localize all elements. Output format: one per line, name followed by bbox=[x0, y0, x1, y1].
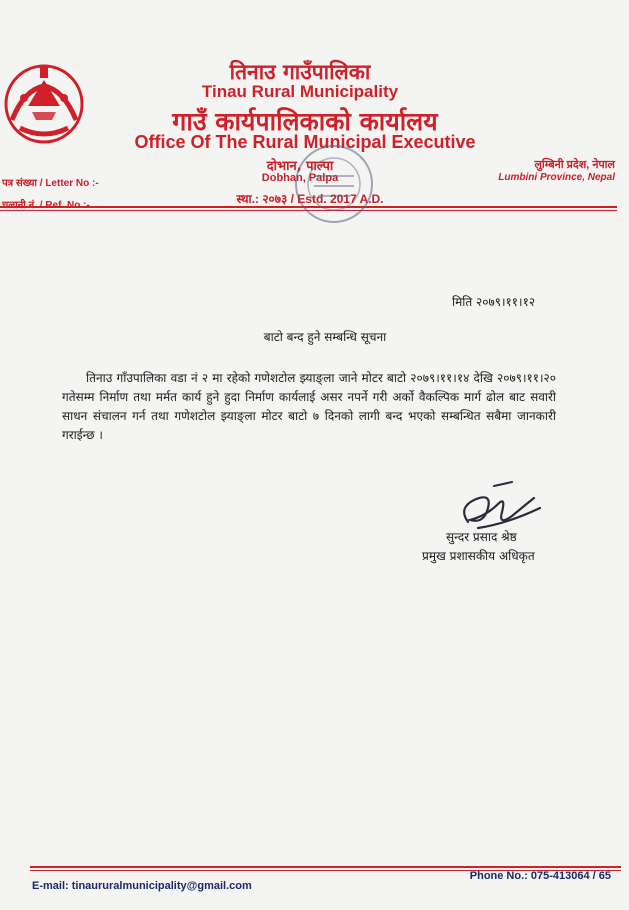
office-name-np: गाउँ कार्यपालिकाको कार्यालय bbox=[172, 107, 438, 136]
municipality-name-np: तिनाउ गाउँपालिका bbox=[229, 60, 371, 84]
office-name-en: Office Of The Rural Municipal Executive bbox=[134, 132, 476, 152]
province-np: लुम्बिनी प्रदेश, नेपाल bbox=[534, 159, 615, 171]
nepal-emblem-icon bbox=[2, 60, 86, 146]
address-np: दोभान, पाल्पा bbox=[266, 159, 334, 174]
address-en: Dobhan, Palpa bbox=[261, 172, 339, 184]
footer-email: E-mail: tinaururalmunicipality@gmail.com bbox=[32, 880, 252, 892]
footer-phone: Phone No.: 075-413064 / 65 bbox=[469, 870, 611, 882]
province-en: Lumbini Province, Nepal bbox=[498, 172, 615, 183]
office-stamp-icon bbox=[292, 142, 376, 226]
letter-body: तिनाउ गाँउपालिका वडा नं २ मा रहेको गणेशटोल झ्याङ्ला जाने मोटर बाटो २०७९।११।१४ देखि २०७९।११।२० गतेसम्म निर्माण तथा मर्मत कार्य हुने हुदा निर्माण कार्यलाई असर नपर्ने गरी अर्को वैकल्पिक मार्ग ढोल बाट सवारी साधन संचालन गर्न तथा गणेशटोल झ्याङ्ला मोटर बाटो ७ दिनको लागी बन्द भएको सम्बन्धित सबैमा जानकारी गराईन्छ । bbox=[62, 371, 556, 442]
footer-divider bbox=[30, 866, 621, 868]
letter-no-label: पत्र संख्या / Letter No :- bbox=[2, 178, 99, 189]
signature-icon bbox=[448, 478, 548, 534]
letter-date: मिति २०७९।११।१२ bbox=[452, 295, 536, 309]
ref-no-label bbox=[2, 197, 90, 211]
established-year: स्था.: २०७३ / Estd. 2017 A.D. bbox=[236, 192, 384, 206]
signatory-title: प्रमुख प्रशासकीय अधिकृत bbox=[422, 549, 535, 563]
municipality-name-en: Tinau Rural Municipality bbox=[201, 82, 399, 101]
signatory-name: सुन्दर प्रसाद श्रेष्ठ bbox=[446, 530, 517, 544]
letter-subject: बाटो बन्द हुने सम्बन्धि सूचना bbox=[263, 330, 387, 344]
